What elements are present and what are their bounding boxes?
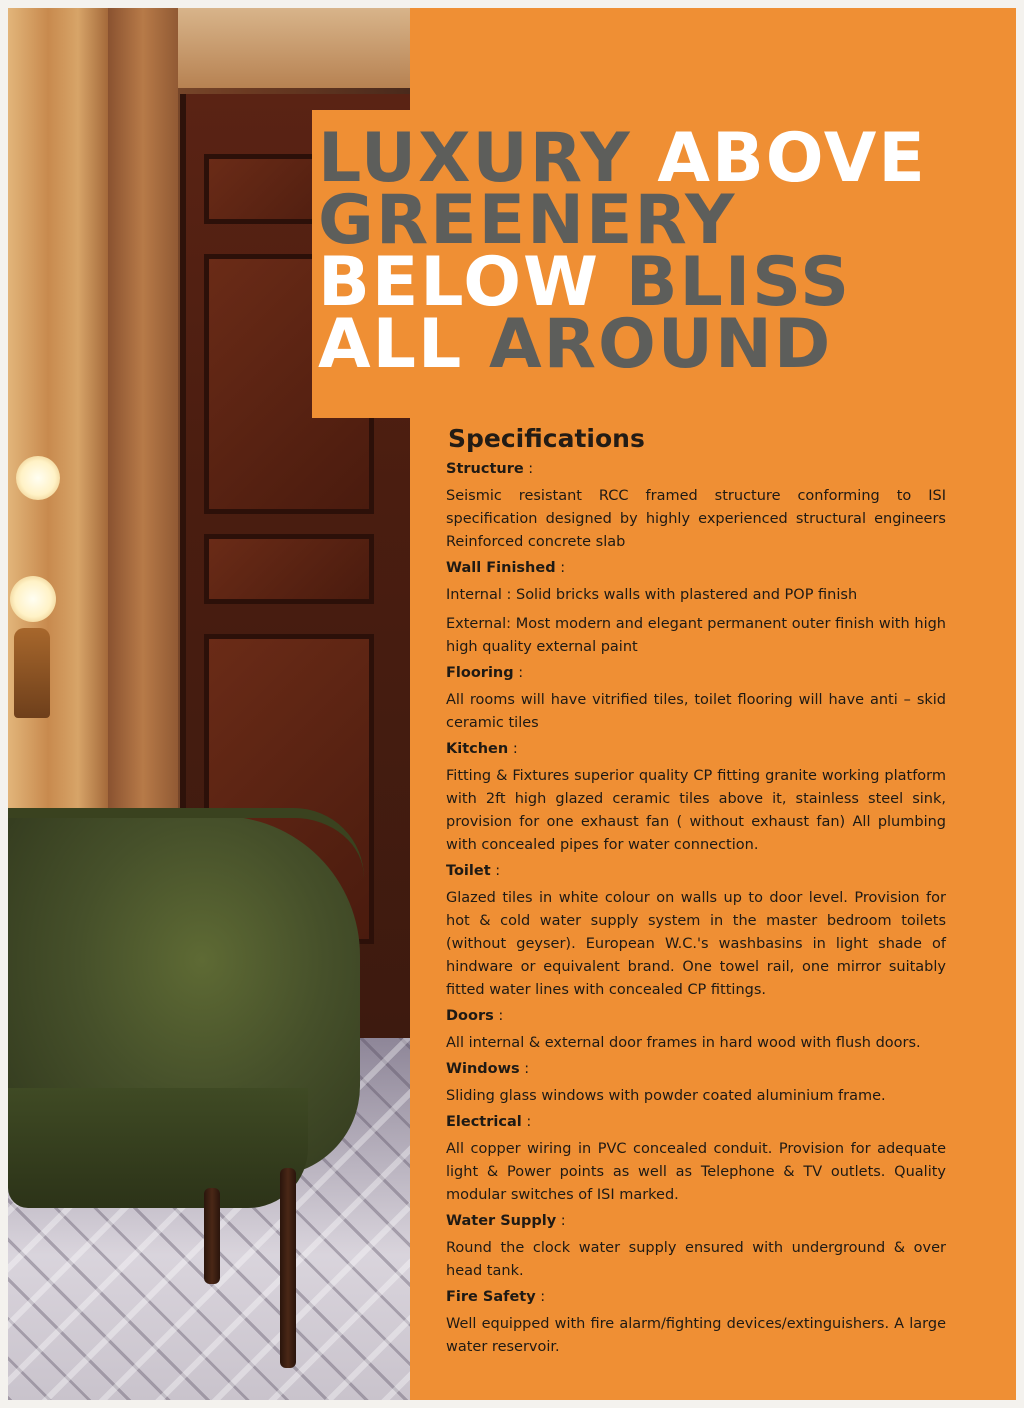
spec-section-label bbox=[446, 863, 946, 879]
spec-section-label-text: Wall Finished bbox=[446, 560, 556, 576]
spec-section-label-text: Structure bbox=[446, 461, 524, 477]
spec-section-text: All copper wiring in PVC concealed conduit. Provision for adequate light & Power points as well as Telephone & TV outlets. Quality modular switches of ISI marked. bbox=[446, 1141, 946, 1203]
spec-section-label-text: Flooring bbox=[446, 665, 514, 681]
spec-section-text: Round the clock water supply ensured with underground & over head tank. bbox=[446, 1240, 946, 1279]
headline-word: BLISS bbox=[625, 243, 852, 322]
spec-section-text: Seismic resistant RCC framed structure conforming to ISI specification designed by highly experienced structural engineers Reinforced concrete slab bbox=[446, 488, 946, 550]
spec-section-label bbox=[446, 1289, 946, 1305]
specifications bbox=[446, 424, 946, 1365]
specifications-title: Specifications bbox=[448, 424, 645, 453]
label-colon: : bbox=[521, 1114, 532, 1130]
label-colon: : bbox=[513, 665, 524, 681]
label-colon: : bbox=[493, 1008, 504, 1024]
armchair-rim bbox=[8, 808, 364, 878]
spec-section-label bbox=[446, 1213, 946, 1229]
spec-section-text: All internal & external door frames in hard wood with flush doors. bbox=[446, 1035, 921, 1051]
spec-section-label bbox=[446, 560, 946, 576]
spec-list bbox=[446, 461, 946, 1359]
headline-word: ALL bbox=[318, 305, 464, 384]
armchair-seat bbox=[8, 1088, 308, 1208]
spec-section-text: Sliding glass windows with powder coated aluminium frame. bbox=[446, 1088, 886, 1104]
spec-section-label-text: Fire Safety bbox=[446, 1289, 536, 1305]
wall-sconce bbox=[14, 628, 50, 718]
spec-section-label bbox=[446, 1008, 946, 1024]
spec-section-text: Glazed tiles in white colour on walls up to door level. Provision for hot & cold water supply system in the master bedroom toilets (without geyser). European W.C.'s washbasins in light shade of hindware or equivalent brand. One towel rail, one mirror suitably fitted water lines with concealed CP fittings. bbox=[446, 890, 946, 998]
wall-lamp bbox=[10, 576, 56, 622]
label-colon: : bbox=[490, 863, 501, 879]
headline-line-4 bbox=[318, 305, 927, 384]
spec-section-label bbox=[446, 461, 946, 477]
chair-leg bbox=[204, 1188, 220, 1284]
spec-section-label bbox=[446, 1114, 946, 1130]
label-colon: : bbox=[508, 741, 518, 757]
spec-section-text: All rooms will have vitrified tiles, toilet flooring will have anti – skid ceramic tiles bbox=[446, 692, 946, 731]
spec-section-label-text: Toilet bbox=[446, 863, 491, 879]
spec-section-label-text: Windows bbox=[446, 1061, 520, 1077]
headline-word: LUXURY bbox=[318, 119, 632, 198]
headline-word: ABOVE bbox=[657, 119, 927, 198]
label-colon: : bbox=[556, 1213, 566, 1229]
spec-section-label-text: Electrical bbox=[446, 1114, 522, 1130]
headline bbox=[318, 119, 927, 384]
spec-section-text: External: Most modern and elegant permanent outer finish with high high quality external paint bbox=[446, 616, 946, 655]
spec-section-label-text: Doors bbox=[446, 1008, 494, 1024]
spec-section-text: Fitting & Fixtures superior quality CP fitting granite working platform with 2ft high glazed ceramic tiles above it, stainless steel sink, provision for one exhaust fan ( without exhaust fan) All plumbing with concealed pipes for water connection. bbox=[446, 768, 946, 853]
door-panel bbox=[204, 534, 374, 604]
spec-section-text: Internal : Solid bricks walls with plastered and POP finish bbox=[446, 587, 858, 603]
wall-lamp bbox=[16, 456, 60, 500]
label-colon: : bbox=[523, 461, 534, 477]
marble-pillar bbox=[8, 8, 108, 878]
headline-word: BELOW bbox=[318, 243, 600, 322]
chair-leg bbox=[280, 1168, 296, 1368]
spec-section-label bbox=[446, 741, 946, 757]
spec-section-label-text: Water Supply bbox=[446, 1213, 557, 1229]
label-colon: : bbox=[519, 1061, 530, 1077]
label-colon: : bbox=[535, 1289, 546, 1305]
spec-section-label bbox=[446, 1061, 946, 1077]
spec-section-label bbox=[446, 665, 946, 681]
spec-section-label-text: Kitchen bbox=[446, 741, 509, 757]
label-colon: : bbox=[555, 560, 566, 576]
spec-section-text: Well equipped with fire alarm/fighting devices/extinguishers. A large water reservoir. bbox=[446, 1316, 946, 1355]
headline-word: GREENERY bbox=[318, 181, 737, 260]
headline-word: AROUND bbox=[488, 305, 833, 384]
